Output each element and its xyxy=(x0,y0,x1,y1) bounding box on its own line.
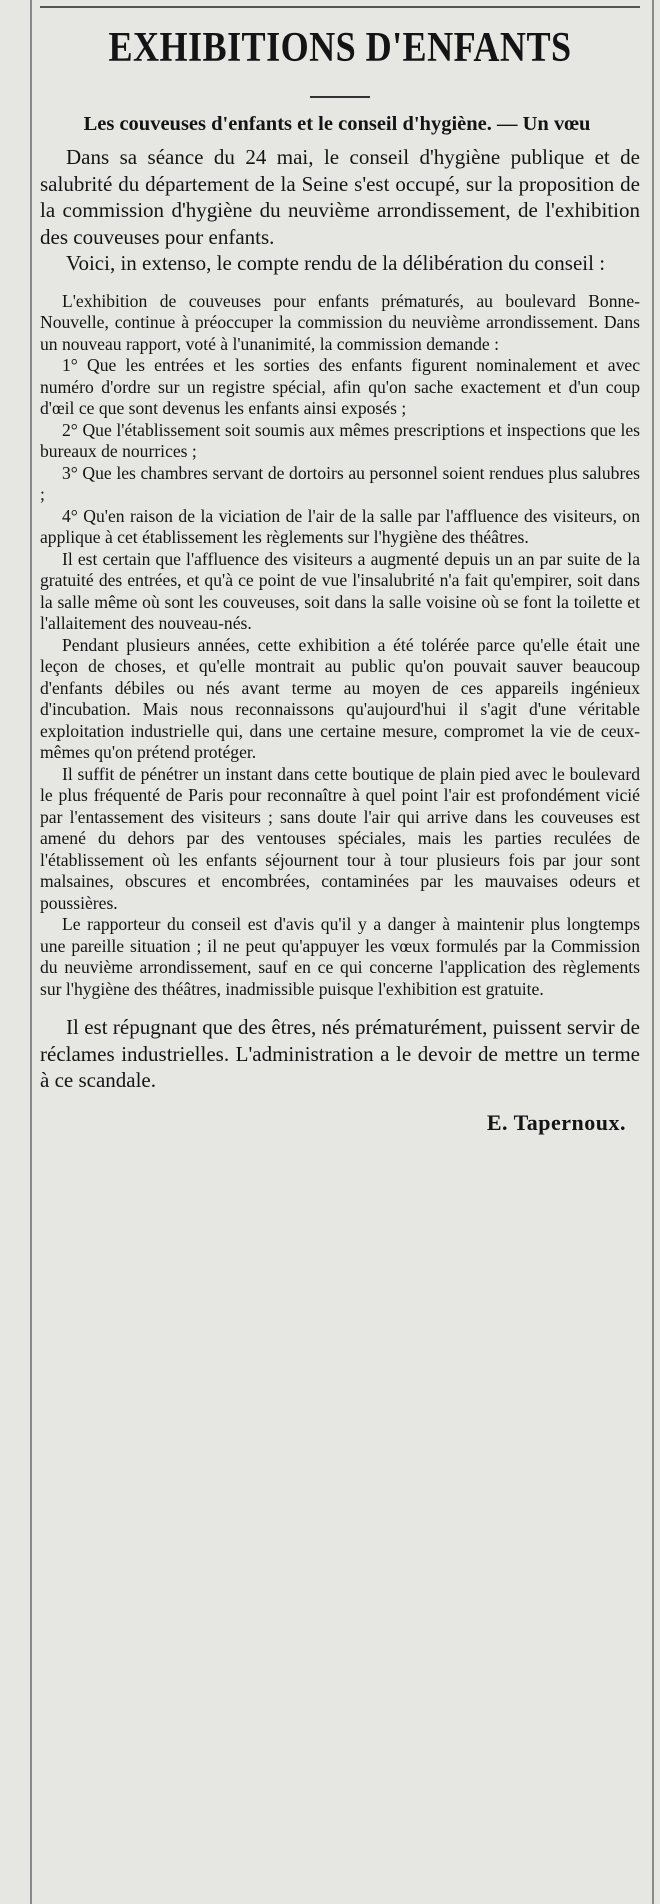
title-divider xyxy=(310,96,370,98)
conclusion-section xyxy=(40,1014,640,1094)
intro-section xyxy=(40,144,640,277)
intro-paragraph: Dans sa séance du 24 mai, le conseil d'hygiène publique et de salubrité du département de la Seine s'est occupé, sur la proposition de la commission d'hygiène du neuvième arrondissement, de l'exhibition des couveuses pour enfants. xyxy=(40,145,640,249)
extract-paragraph: 4° Qu'en raison de la viciation de l'air de la salle par l'affluence des visiteurs, on applique à cet établissement les règlements sur l'hygiène des théâtres. xyxy=(40,505,640,547)
extract-paragraph: Pendant plusieurs années, cette exhibition a été tolérée parce qu'elle était une leçon de choses, et qu'elle montrait au public qu'on pouvait sauver beaucoup d'enfants débiles ou nés avant terme au moyen de ces appareils ingénieux d'incubation. Mais nous reconnaissons qu'aujourd'hui il s'agit d'une véritable exploitation industrielle qui, dans une certaine mesure, compromet la vie de ceux-mêmes qu'on prétend protéger. xyxy=(40,634,640,762)
column-rule-left xyxy=(30,0,32,1904)
extract-paragraph: Il suffit de pénétrer un instant dans cette boutique de plain pied avec le boulevard le plus fréquenté de Paris pour reconnaître à quel point l'air est profondément vicié par l'entassement des visiteurs ; sans doute l'air qui arrive dans les couveuses est amené du dehors par des ventouses spéciales, mais les parties reculées de l'établissement où les enfants séjournent tour à tour plusieurs fois par jour sont malsaines, obscures et encombrées, contaminées par les mauvaises odeurs et poussières. xyxy=(40,763,640,913)
article-column xyxy=(40,0,640,1136)
extract-paragraph: L'exhibition de couveuses pour enfants prématurés, au boulevard Bonne-Nouvelle, continue à préoccuper la commission du neuvième arrondissement. Dans un nouveau rapport, voté à l'unanimité, la commission demande : xyxy=(40,290,640,354)
top-rule xyxy=(40,6,640,8)
extract-paragraph: Le rapporteur du conseil est d'avis qu'il y a danger à maintenir plus longtemps une pareille situation ; il ne peut qu'appuyer les vœux formulés par la Commission du neuvième arrondissement, sauf en ce qui concerne l'application des règlements sur l'hygiène des théâtres, inadmissible puisque l'exhibition est gratuite. xyxy=(40,914,640,999)
extract-paragraph: 1° Que les entrées et les sorties des enfants figurent nominalement et avec numéro d'ordre sur un registre spécial, afin qu'on sache exactement et d'un coup d'œil ce que sont devenus les enfants ainsi exposés ; xyxy=(40,355,640,418)
extract-paragraph: 3° Que les chambres servant de dortoirs au personnel soient rendues plus salubres ; xyxy=(40,462,640,504)
conclusion-paragraph: Il est répugnant que des êtres, nés prématurément, puissent servir de réclames industrielles. L'administration a le devoir de mettre un terme à ce scandale. xyxy=(40,1015,640,1092)
extract-paragraph: Il est certain que l'affluence des visiteurs a augmenté depuis un an par suite de la gratuité des entrées, et qu'à ce point de vue l'insalubrité n'a fait qu'empirer, soit dans la salle même où sont les couveuses, soit dans la salle voisine où se font la toilette et l'allaitement des nouveau-nés. xyxy=(40,548,640,633)
council-extract xyxy=(40,291,640,1001)
article-subtitle: Les couveuses d'enfants et le conseil d'hygiène. — Un vœu xyxy=(83,113,591,135)
author-signature: E. Tapernoux. xyxy=(486,1109,626,1135)
extract-paragraph: 2° Que l'établissement soit soumis aux mêmes prescriptions et inspections que les bureaux de nourrices ; xyxy=(40,419,640,461)
column-rule-right xyxy=(652,0,654,1904)
intro-paragraph: Voici, in extenso, le compte rendu de la délibération du conseil : xyxy=(66,251,606,275)
article-title: EXHIBITIONS D'ENFANTS xyxy=(108,25,572,71)
